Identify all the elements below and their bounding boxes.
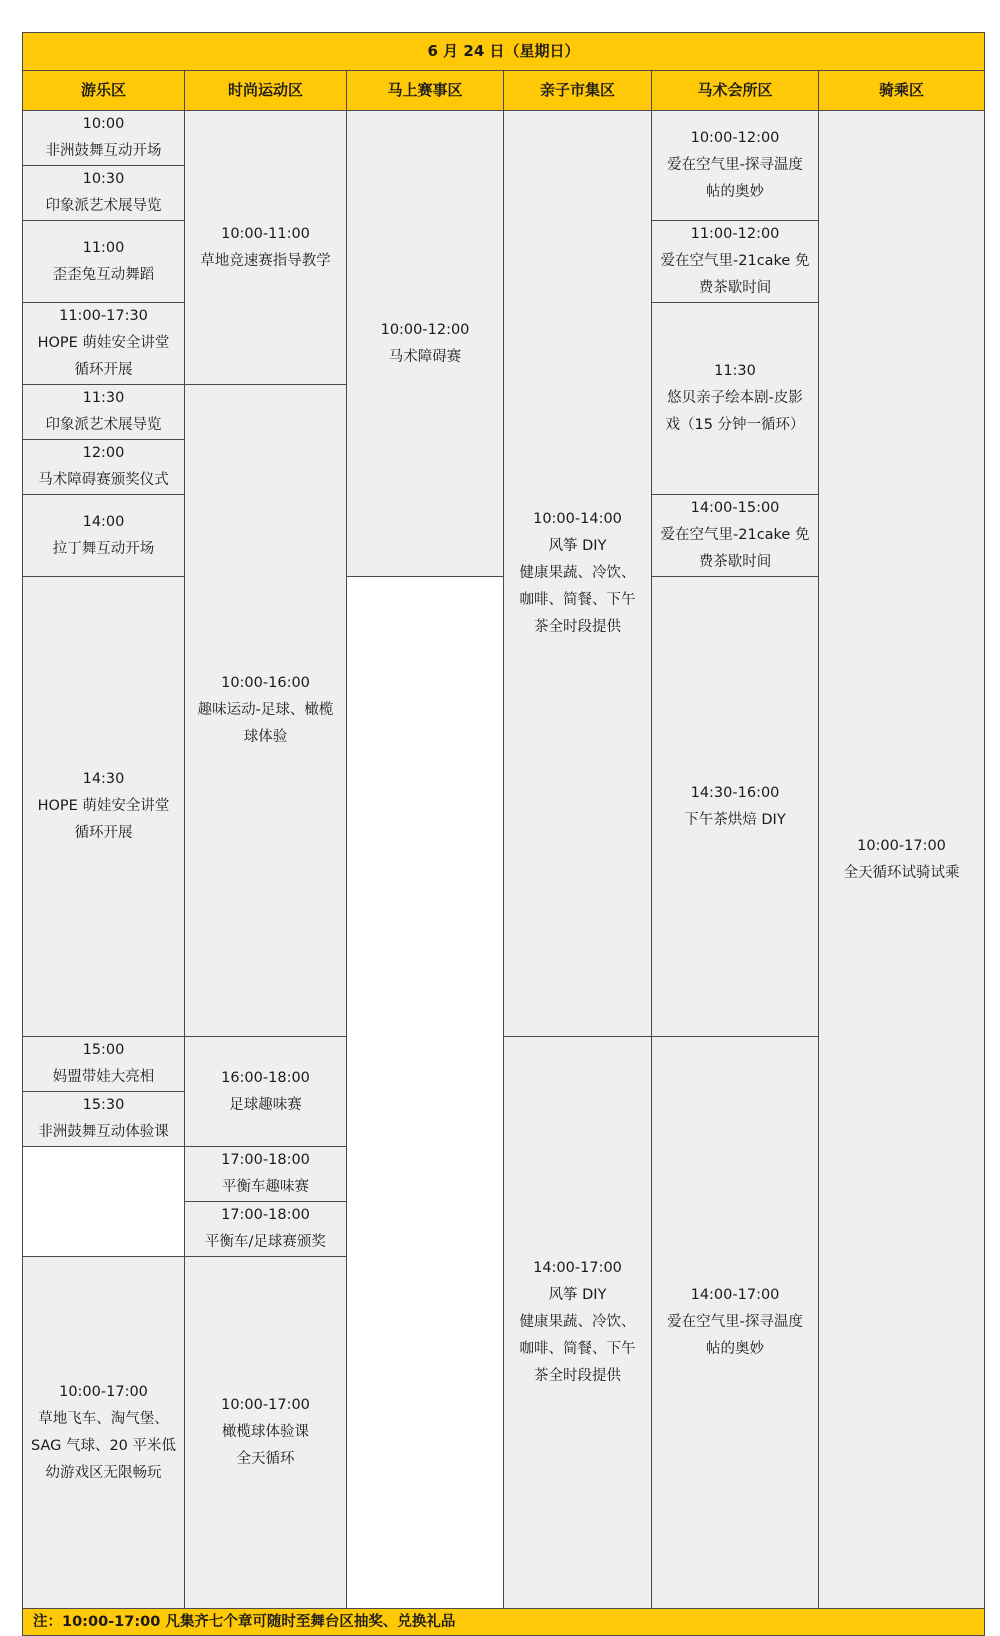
event-text: 爱在空气里-21cake 免 — [660, 253, 810, 269]
event-text: 非洲鼓舞互动体验课 — [38, 1124, 169, 1140]
event-time: 12:00 — [82, 445, 125, 461]
sport-event-3 — [185, 1037, 347, 1147]
sport-event-1 — [185, 111, 347, 385]
event-text: 足球趣味赛 — [229, 1096, 302, 1113]
event-text: 草地飞车、淘气堡、 — [38, 1410, 169, 1427]
ride-event-1 — [819, 111, 985, 1609]
event-text: 爱在空气里-探寻温度 — [667, 157, 803, 173]
event-text: 健康果蔬、冷饮、 — [519, 1314, 636, 1330]
event-time: 10:00-17:00 — [59, 1383, 148, 1400]
event-text: 马术障碍赛 — [388, 348, 462, 365]
event-time: 15:00 — [82, 1042, 125, 1058]
event-time: 11:00 — [82, 239, 125, 256]
header-ride-zone: 骑乘区 — [819, 71, 985, 111]
event-text: 下午茶烘焙 DIY — [684, 811, 786, 828]
event-text: 费茶歇时间 — [698, 280, 772, 296]
event-text: 悠贝亲子绘本剧-皮影 — [667, 390, 803, 406]
event-time: 16:00-18:00 — [221, 1069, 310, 1086]
event-time: 10:00-11:00 — [221, 225, 310, 242]
event-time: 10:00-12:00 — [690, 130, 780, 146]
event-text: 球体验 — [243, 729, 288, 745]
sport-event-4 — [185, 1147, 347, 1202]
event-time: 14:30-16:00 — [690, 784, 780, 801]
header-play-zone: 游乐区 — [23, 71, 185, 111]
event-text: 幼游戏区无限畅玩 — [45, 1464, 162, 1481]
event-text: 马术障碍赛颁奖仪式 — [38, 472, 169, 488]
event-time: 10:00 — [82, 116, 125, 132]
play-event-1500 — [23, 1037, 185, 1092]
event-time: 15:30 — [82, 1097, 125, 1113]
event-text: 咖啡、简餐、下午 — [519, 1341, 636, 1357]
market-event-2 — [652, 577, 819, 1037]
race-empty — [347, 577, 504, 1609]
event-time: 11:30 — [82, 390, 125, 406]
event-text: 平衡车/足球赛颁奖 — [205, 1234, 326, 1250]
event-time: 10:30 — [82, 171, 125, 187]
event-time: 14:00-17:00 — [533, 1260, 622, 1276]
footer-note: 注：10:00-17:00 凡集齐七个章可随时至舞台区抽奖、兑换礼品 — [23, 1609, 985, 1636]
club-event-3 — [652, 303, 819, 495]
race-event-1 — [347, 111, 504, 577]
event-time: 14:00-17:00 — [690, 1287, 780, 1303]
header-club-zone: 马术会所区 — [652, 71, 819, 111]
club-event-1 — [652, 111, 819, 221]
event-text: 非洲鼓舞互动开场 — [45, 143, 162, 159]
schedule-title: 6 月 24 日（星期日） — [23, 33, 985, 71]
sport-event-2 — [185, 385, 347, 1037]
event-text: 茶全时段提供 — [534, 619, 621, 635]
event-text: 拉丁舞互动开场 — [52, 540, 155, 557]
event-text: HOPE 萌娃安全讲堂 — [37, 335, 170, 351]
event-text: 帖的奥妙 — [706, 184, 764, 200]
event-text: 印象派艺术展导览 — [45, 417, 162, 433]
event-time: 17:00-18:00 — [221, 1152, 310, 1168]
play-event-1000 — [23, 111, 185, 166]
play-event-1200 — [23, 440, 185, 495]
event-text: HOPE 萌娃安全讲堂 — [37, 798, 170, 814]
market-event-1 — [504, 111, 652, 1037]
event-text: 循环开展 — [74, 362, 133, 378]
event-text: 咖啡、简餐、下午 — [519, 592, 636, 608]
market-event-3 — [504, 1037, 652, 1609]
event-text: 歪歪兔互动舞蹈 — [52, 266, 155, 283]
event-time: 10:00-12:00 — [380, 321, 470, 338]
header-market-zone: 亲子市集区 — [504, 71, 652, 111]
event-text: 妈盟带娃大亮相 — [52, 1069, 155, 1085]
event-time: 14:00 — [82, 513, 125, 530]
event-time: 11:00-17:30 — [59, 308, 148, 324]
event-time: 10:00-17:00 — [221, 1397, 310, 1413]
event-text: 循环开展 — [74, 825, 133, 841]
event-time: 11:30 — [714, 363, 756, 379]
event-time: 11:00-12:00 — [690, 226, 780, 242]
event-text: 风筝 DIY — [548, 1287, 607, 1303]
header-race-zone: 马上赛事区 — [347, 71, 504, 111]
club-event-4 — [652, 495, 819, 577]
event-text: 全天循环 — [236, 1451, 295, 1467]
play-event-1130 — [23, 385, 185, 440]
play-event-allday — [23, 1257, 185, 1609]
event-text: 帖的奥妙 — [706, 1341, 764, 1357]
event-text: 趣味运动-足球、橄榄 — [197, 702, 334, 718]
schedule-table — [22, 32, 985, 1636]
club-event-6 — [652, 1037, 819, 1609]
sport-event-allday — [185, 1257, 347, 1609]
event-text: 健康果蔬、冷饮、 — [519, 565, 636, 581]
play-event-1530 — [23, 1092, 185, 1147]
play-event-1030 — [23, 166, 185, 221]
club-event-2 — [652, 221, 819, 303]
event-time: 17:00-18:00 — [221, 1207, 310, 1223]
event-text: 全天循环试骑试乘 — [843, 864, 960, 881]
event-time: 14:00-15:00 — [690, 500, 780, 516]
event-text: 橄榄球体验课 — [222, 1424, 309, 1440]
event-time: 10:00-16:00 — [221, 675, 310, 691]
event-text: 茶全时段提供 — [534, 1368, 621, 1384]
event-text: 费茶歇时间 — [698, 554, 772, 570]
play-empty — [23, 1147, 185, 1257]
play-event-1400 — [23, 495, 185, 577]
play-event-1430 — [23, 577, 185, 1037]
event-time: 10:00-17:00 — [857, 837, 946, 854]
sport-event-5 — [185, 1202, 347, 1257]
event-text: 爱在空气里-21cake 免 — [660, 527, 810, 543]
event-text: 草地竞速赛指导教学 — [200, 252, 331, 269]
play-event-1100-1730 — [23, 303, 185, 385]
event-text: 印象派艺术展导览 — [45, 198, 162, 214]
event-text: 爱在空气里-探寻温度 — [667, 1314, 803, 1330]
event-text: 戏（15 分钟一循环） — [665, 417, 805, 433]
play-event-1100 — [23, 221, 185, 303]
event-text: 风筝 DIY — [548, 538, 607, 554]
event-time: 10:00-14:00 — [533, 511, 622, 527]
event-time: 14:30 — [82, 771, 125, 787]
header-sport-zone: 时尚运动区 — [185, 71, 347, 111]
event-text: SAG 气球、20 平米低 — [30, 1437, 177, 1454]
event-text: 平衡车趣味赛 — [222, 1179, 309, 1195]
